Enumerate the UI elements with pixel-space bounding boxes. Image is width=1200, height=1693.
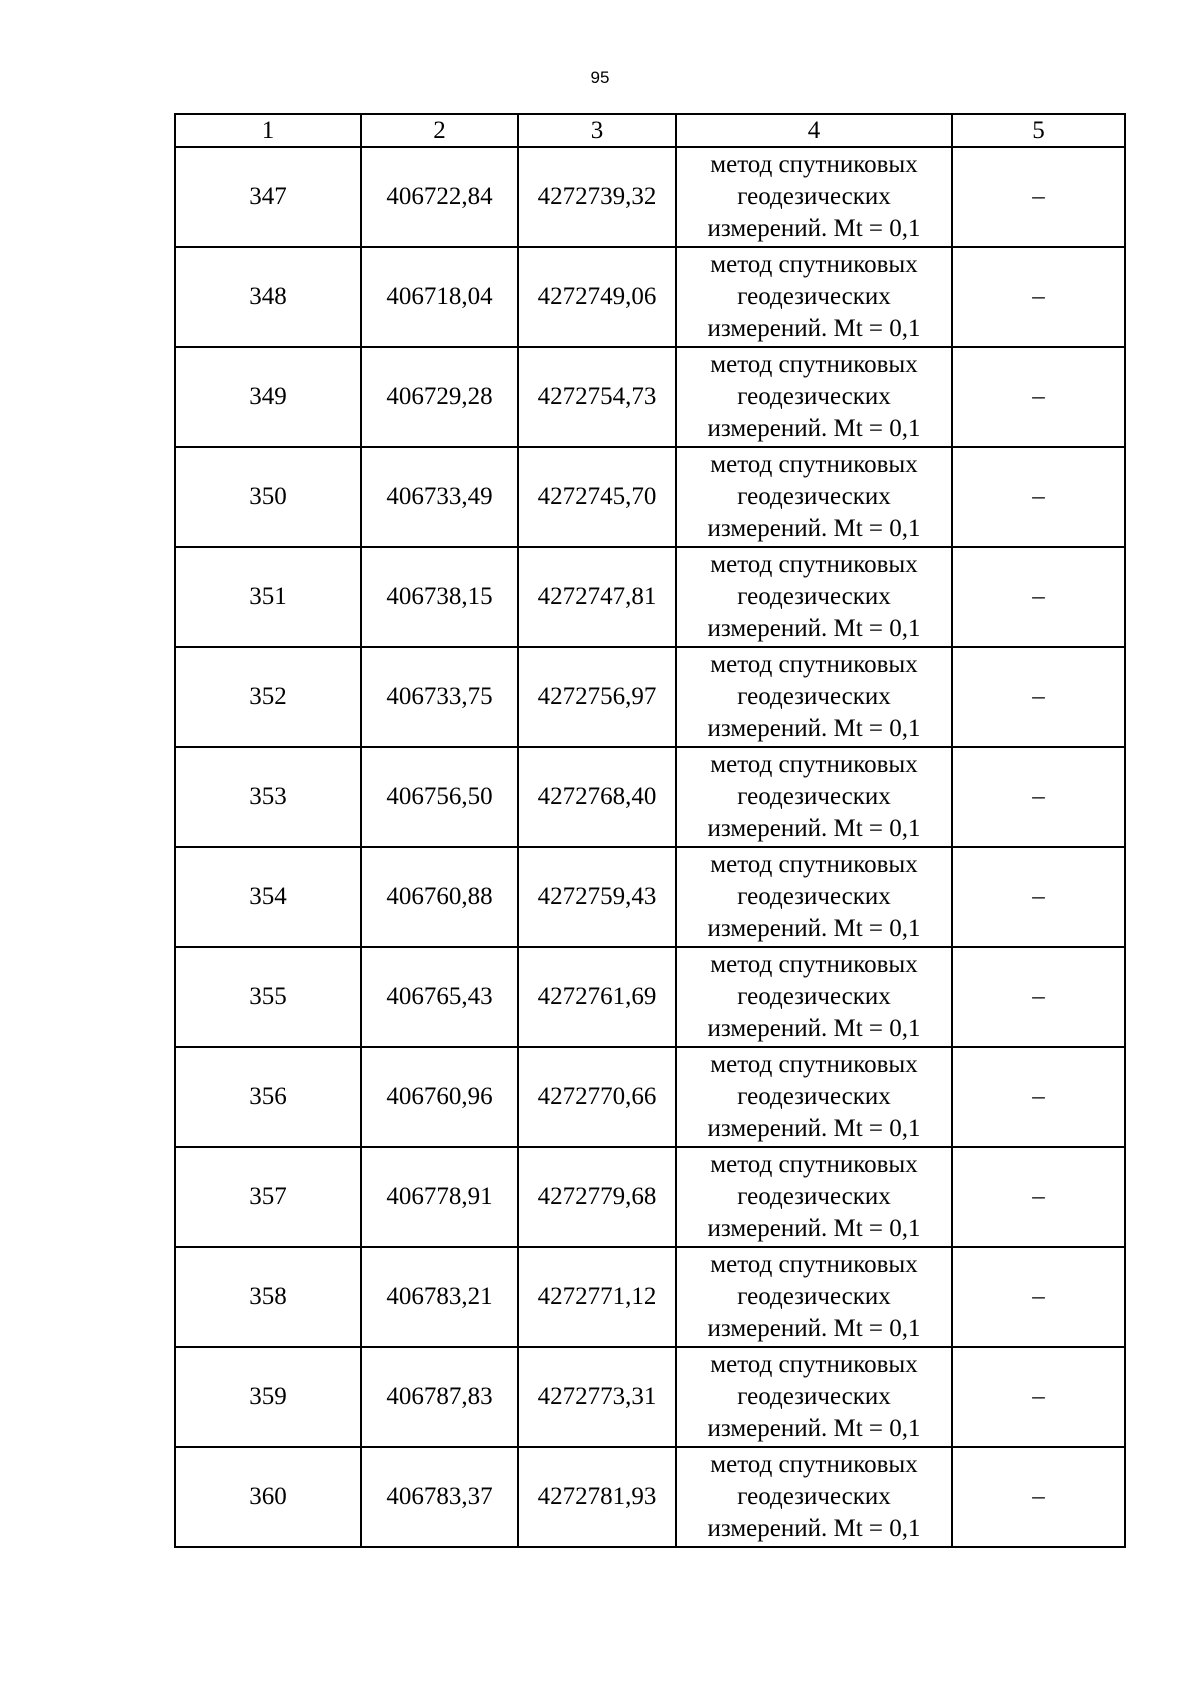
- column-header: 3: [518, 114, 676, 147]
- method-line: геодезических: [737, 1483, 891, 1510]
- method-line: геодезических: [737, 183, 891, 210]
- y-coordinate-cell: 4272756,97: [518, 647, 676, 747]
- y-coordinate-cell: 4272761,69: [518, 947, 676, 1047]
- note-cell: –: [952, 847, 1125, 947]
- method-line: геодезических: [737, 1383, 891, 1410]
- method-cell: [676, 647, 952, 747]
- method-line: метод спутниковых: [710, 151, 918, 178]
- y-coordinate-cell: 4272779,68: [518, 1147, 676, 1247]
- y-coordinate-cell: 4272739,32: [518, 147, 676, 247]
- table-row: [175, 847, 1125, 947]
- table-row: [175, 147, 1125, 247]
- y-coordinate-cell: 4272747,81: [518, 547, 676, 647]
- table-row: [175, 247, 1125, 347]
- method-line: метод спутниковых: [710, 1351, 918, 1378]
- method-line: измерений. Mt = 0,1: [707, 1315, 921, 1342]
- method-line: измерений. Mt = 0,1: [707, 1415, 921, 1442]
- coordinates-table: [174, 113, 1126, 1548]
- method-cell: [676, 1347, 952, 1447]
- note-cell: –: [952, 447, 1125, 547]
- point-number-cell: 352: [175, 647, 361, 747]
- point-number-cell: 358: [175, 1247, 361, 1347]
- method-cell: [676, 947, 952, 1047]
- method-cell: [676, 547, 952, 647]
- table-row: [175, 1047, 1125, 1147]
- point-number-cell: 349: [175, 347, 361, 447]
- y-coordinate-cell: 4272773,31: [518, 1347, 676, 1447]
- method-line: метод спутниковых: [710, 351, 918, 378]
- method-line: метод спутниковых: [710, 251, 918, 278]
- x-coordinate-cell: 406756,50: [361, 747, 518, 847]
- x-coordinate-cell: 406783,37: [361, 1447, 518, 1547]
- point-number-cell: 354: [175, 847, 361, 947]
- method-line: геодезических: [737, 283, 891, 310]
- method-cell: [676, 347, 952, 447]
- method-line: метод спутниковых: [710, 951, 918, 978]
- method-line: геодезических: [737, 683, 891, 710]
- point-number-cell: 353: [175, 747, 361, 847]
- table-row: [175, 547, 1125, 647]
- note-cell: –: [952, 1247, 1125, 1347]
- x-coordinate-cell: 406760,88: [361, 847, 518, 947]
- note-cell: –: [952, 747, 1125, 847]
- x-coordinate-cell: 406783,21: [361, 1247, 518, 1347]
- method-line: измерений. Mt = 0,1: [707, 1215, 921, 1242]
- method-cell: [676, 147, 952, 247]
- point-number-cell: 347: [175, 147, 361, 247]
- note-cell: –: [952, 647, 1125, 747]
- note-cell: –: [952, 247, 1125, 347]
- x-coordinate-cell: 406787,83: [361, 1347, 518, 1447]
- table-header-row: [175, 114, 1125, 147]
- table-row: [175, 647, 1125, 747]
- point-number-cell: 348: [175, 247, 361, 347]
- note-cell: –: [952, 1047, 1125, 1147]
- note-cell: –: [952, 147, 1125, 247]
- y-coordinate-cell: 4272768,40: [518, 747, 676, 847]
- note-cell: –: [952, 947, 1125, 1047]
- method-line: метод спутниковых: [710, 451, 918, 478]
- method-line: измерений. Mt = 0,1: [707, 615, 921, 642]
- method-line: метод спутниковых: [710, 651, 918, 678]
- method-cell: [676, 447, 952, 547]
- method-line: метод спутниковых: [710, 1251, 918, 1278]
- x-coordinate-cell: 406760,96: [361, 1047, 518, 1147]
- point-number-cell: 355: [175, 947, 361, 1047]
- method-line: измерений. Mt = 0,1: [707, 515, 921, 542]
- method-line: геодезических: [737, 583, 891, 610]
- method-line: метод спутниковых: [710, 1451, 918, 1478]
- point-number-cell: 359: [175, 1347, 361, 1447]
- method-line: измерений. Mt = 0,1: [707, 1015, 921, 1042]
- y-coordinate-cell: 4272749,06: [518, 247, 676, 347]
- method-line: метод спутниковых: [710, 751, 918, 778]
- column-header: 4: [676, 114, 952, 147]
- point-number-cell: 350: [175, 447, 361, 547]
- table-body: [175, 147, 1125, 1547]
- method-line: измерений. Mt = 0,1: [707, 1515, 921, 1542]
- method-line: геодезических: [737, 783, 891, 810]
- x-coordinate-cell: 406722,84: [361, 147, 518, 247]
- table-row: [175, 447, 1125, 547]
- x-coordinate-cell: 406733,75: [361, 647, 518, 747]
- note-cell: –: [952, 347, 1125, 447]
- point-number-cell: 360: [175, 1447, 361, 1547]
- method-line: измерений. Mt = 0,1: [707, 815, 921, 842]
- point-number-cell: 351: [175, 547, 361, 647]
- table-row: [175, 747, 1125, 847]
- note-cell: –: [952, 547, 1125, 647]
- method-line: метод спутниковых: [710, 1151, 918, 1178]
- column-header: 5: [952, 114, 1125, 147]
- table-row: [175, 1347, 1125, 1447]
- method-line: измерений. Mt = 0,1: [707, 315, 921, 342]
- method-line: измерений. Mt = 0,1: [707, 415, 921, 442]
- method-line: метод спутниковых: [710, 851, 918, 878]
- method-line: геодезических: [737, 983, 891, 1010]
- method-line: геодезических: [737, 383, 891, 410]
- method-line: метод спутниковых: [710, 1051, 918, 1078]
- x-coordinate-cell: 406729,28: [361, 347, 518, 447]
- method-line: геодезических: [737, 883, 891, 910]
- method-cell: [676, 1047, 952, 1147]
- method-line: геодезических: [737, 1083, 891, 1110]
- y-coordinate-cell: 4272754,73: [518, 347, 676, 447]
- note-cell: –: [952, 1447, 1125, 1547]
- y-coordinate-cell: 4272781,93: [518, 1447, 676, 1547]
- column-header: 2: [361, 114, 518, 147]
- note-cell: –: [952, 1147, 1125, 1247]
- method-cell: [676, 247, 952, 347]
- method-line: геодезических: [737, 1183, 891, 1210]
- method-cell: [676, 1247, 952, 1347]
- x-coordinate-cell: 406738,15: [361, 547, 518, 647]
- method-line: геодезических: [737, 1283, 891, 1310]
- table-row: [175, 947, 1125, 1047]
- x-coordinate-cell: 406733,49: [361, 447, 518, 547]
- x-coordinate-cell: 406765,43: [361, 947, 518, 1047]
- method-cell: [676, 747, 952, 847]
- table-row: [175, 1147, 1125, 1247]
- y-coordinate-cell: 4272771,12: [518, 1247, 676, 1347]
- method-line: метод спутниковых: [710, 551, 918, 578]
- y-coordinate-cell: 4272759,43: [518, 847, 676, 947]
- table-row: [175, 347, 1125, 447]
- y-coordinate-cell: 4272770,66: [518, 1047, 676, 1147]
- point-number-cell: 356: [175, 1047, 361, 1147]
- table-row: [175, 1247, 1125, 1347]
- table-row: [175, 1447, 1125, 1547]
- x-coordinate-cell: 406778,91: [361, 1147, 518, 1247]
- y-coordinate-cell: 4272745,70: [518, 447, 676, 547]
- method-cell: [676, 847, 952, 947]
- method-line: измерений. Mt = 0,1: [707, 215, 921, 242]
- method-line: измерений. Mt = 0,1: [707, 715, 921, 742]
- note-cell: –: [952, 1347, 1125, 1447]
- point-number-cell: 357: [175, 1147, 361, 1247]
- method-cell: [676, 1447, 952, 1547]
- method-line: измерений. Mt = 0,1: [707, 1115, 921, 1142]
- method-line: измерений. Mt = 0,1: [707, 915, 921, 942]
- method-line: геодезических: [737, 483, 891, 510]
- method-cell: [676, 1147, 952, 1247]
- page-number: 95: [590, 68, 610, 87]
- x-coordinate-cell: 406718,04: [361, 247, 518, 347]
- column-header: 1: [175, 114, 361, 147]
